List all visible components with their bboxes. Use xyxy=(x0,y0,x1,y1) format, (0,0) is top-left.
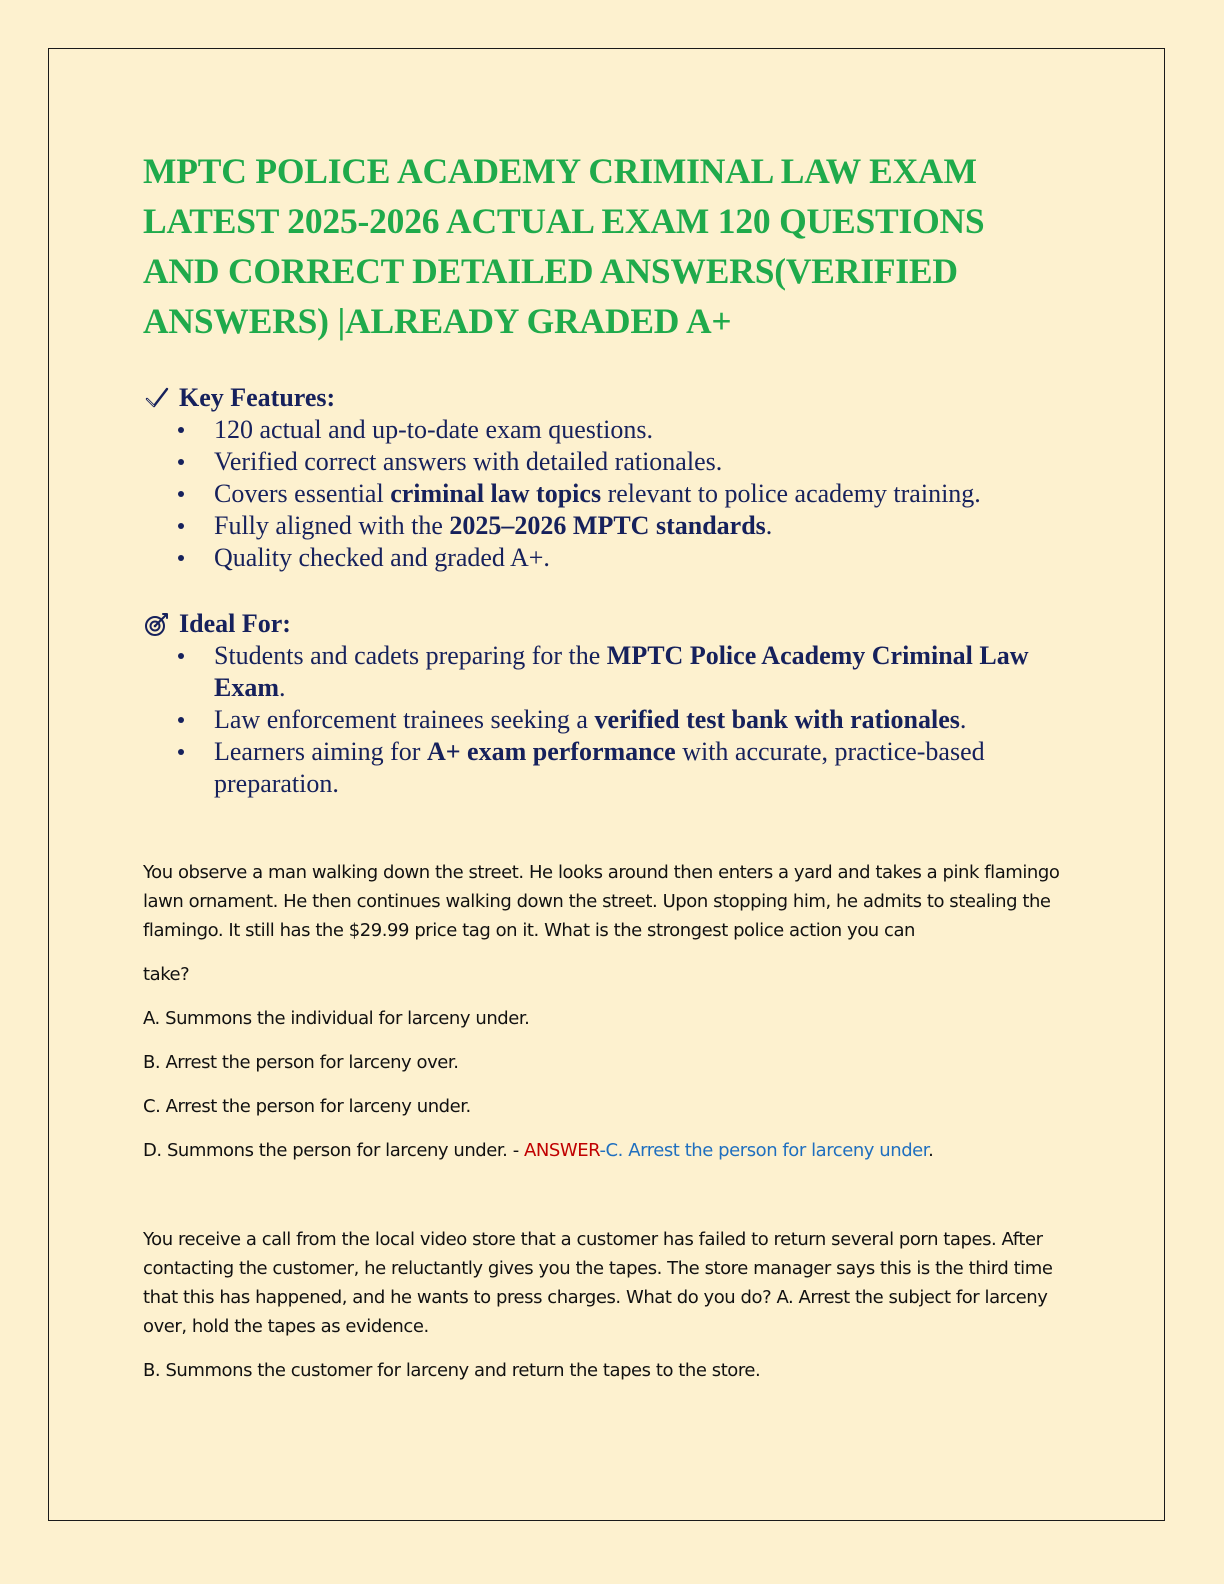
list-item: Students and cadets preparing for the MPTC Police Academy Criminal Law Exam. xyxy=(143,640,1073,704)
question-1-stem-tail: take? xyxy=(143,964,190,985)
question-section xyxy=(143,858,1073,1385)
question-1-option-a: A. Summons the individual for larceny under. xyxy=(143,1008,530,1029)
list-item: Quality checked and graded A+. xyxy=(143,542,1073,574)
key-features-title: Key Features: xyxy=(179,383,336,412)
question-1-option-c: C. Arrest the person for larceny under. xyxy=(143,1096,471,1117)
key-features-heading xyxy=(143,382,1073,414)
target-icon xyxy=(143,610,171,638)
question-2-option-b: B. Summons the customer for larceny and return the tapes to the store. xyxy=(143,1360,761,1381)
ideal-for-list xyxy=(143,640,1073,800)
check-mark-icon xyxy=(143,384,171,412)
question-2-stem: You receive a call from the local video store that a customer has failed to return several porn tapes. After contacting the customer, he reluctantly gives you the tapes. The store manager says this is the third time that this has happened, and he wants to press charges. What do you do? A. Arrest the subject for larceny over, hold the tapes as evidence. xyxy=(143,1229,1053,1337)
list-item: Covers essential criminal law topics relevant to police academy training. xyxy=(143,478,1073,510)
answer-label: ANSWER xyxy=(524,1140,600,1161)
key-features-list xyxy=(143,414,1073,574)
list-item: Fully aligned with the 2025–2026 MPTC standards. xyxy=(143,510,1073,542)
title-line-1: MPTC POLICE ACADEMY CRIMINAL LAW EXAM xyxy=(143,151,977,191)
title-line-3: AND CORRECT DETAILED ANSWERS(VERIFIED xyxy=(143,251,958,291)
document-title xyxy=(143,146,1073,346)
list-item: Verified correct answers with detailed rationales. xyxy=(143,446,1073,478)
title-line-2: LATEST 2025-2026 ACTUAL EXAM 120 QUESTIONS xyxy=(143,201,985,241)
ideal-for-heading xyxy=(143,608,1073,640)
question-1-option-b: B. Arrest the person for larceny over. xyxy=(143,1052,459,1073)
question-1-option-d: D. Summons the person for larceny under. - ANSWER-C. Arrest the person for larceny under. xyxy=(143,1140,934,1161)
answer-text: -C. Arrest the person for larceny under xyxy=(599,1140,929,1161)
list-item: Learners aiming for A+ exam performance with accurate, practice-based preparation. xyxy=(143,736,1073,800)
list-item: Law enforcement trainees seeking a verified test bank with rationales. xyxy=(143,704,1073,736)
question-1-stem: You observe a man walking down the street. He looks around then enters a yard and takes a pink flamingo lawn ornament. He then continues walking down the street. Upon stopping him, he admits to stealing the flamingo. It still has the $29.99 price tag on it. What is the strongest police action you can xyxy=(143,862,1060,941)
document-body xyxy=(143,146,1073,1385)
ideal-for-title: Ideal For: xyxy=(179,609,291,638)
title-line-4: ANSWERS) |ALREADY GRADED A+ xyxy=(143,301,732,341)
list-item: 120 actual and up-to-date exam questions. xyxy=(143,414,1073,446)
